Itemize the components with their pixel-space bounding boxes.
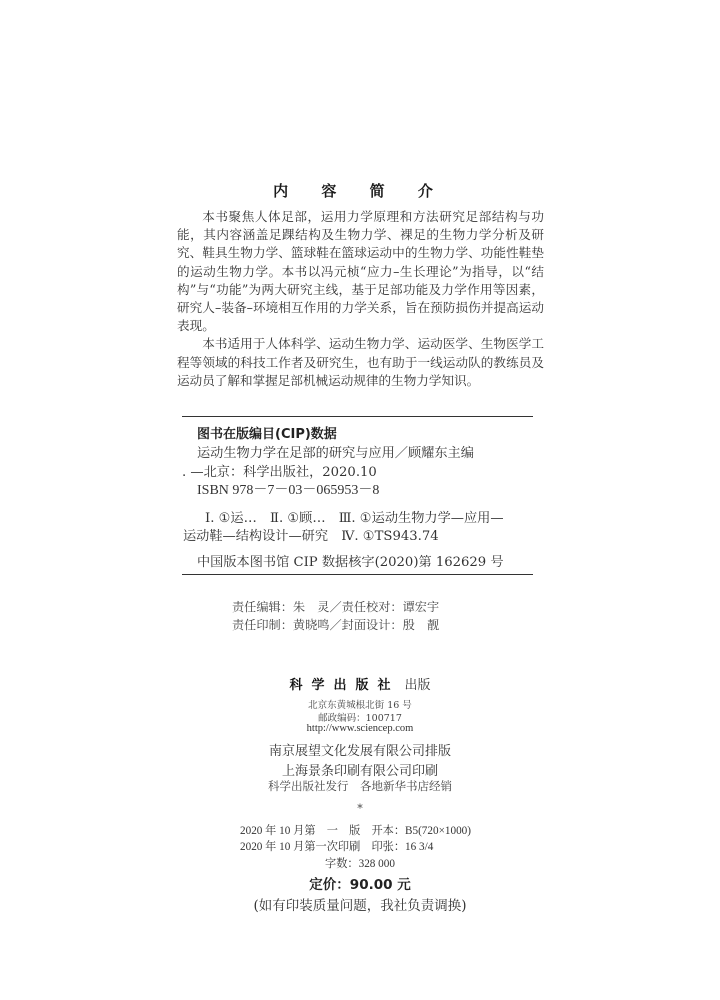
summary-paragraph: 本书聚焦人体足部，运用力学原理和方法研究足部结构与功能，其内容涵盖足踝结构及生物力学、裸足的生物力学分析及研究、鞋具生物力学、篮球鞋在篮球运动中的生物力学、功能性鞋垫的运动生物力学。本书以冯元桢“应力–生长理论”为指导，以“结构”与“功能”为两大研究主线，基于足部功能及力学作用等因素，研究人–装备–环境相互作用的力学关系，旨在预防损伤并提高运动表现。 bbox=[177, 209, 544, 334]
cip-classification-line: 运动鞋—结构设计—研究 Ⅳ. ①TS943.74 bbox=[183, 529, 439, 544]
typesetting-line: 南京展望文化发展有限公司排版 bbox=[268, 744, 451, 759]
credits-line: 责任印制：黄晓鸣／封面设计：殷 靓 bbox=[232, 618, 440, 632]
credits bbox=[232, 598, 439, 634]
quality-note: (如有印装质量问题，我社负责调换) bbox=[253, 898, 467, 914]
cip-publish-line: . —北京：科学出版社，2020.10 bbox=[182, 465, 377, 480]
publisher-line bbox=[0, 674, 720, 693]
cip-title-line: 运动生物力学在足部的研究与应用／顾耀东主编 bbox=[197, 446, 474, 461]
separator: * bbox=[357, 802, 363, 815]
publisher-address: 北京东黄城根北街 16 号 bbox=[308, 700, 412, 711]
publisher-postcode: 邮政编码：100717 bbox=[318, 713, 402, 724]
publisher-name: 科学出版社 bbox=[289, 678, 400, 693]
credits-line: 责任编辑：朱 灵／责任校对：谭宏宇 bbox=[232, 600, 440, 614]
word-count-line: 字数：328 000 bbox=[325, 858, 395, 870]
print-run-line: 2020 年 10 月第一次印刷 印张：16 3/4 bbox=[240, 841, 434, 853]
cip-library-line: 中国版本图书馆 CIP 数据核字(2020)第 162629 号 bbox=[197, 555, 504, 570]
price-line: 定价：90.00 元 bbox=[309, 877, 411, 893]
publisher-url: http://www.sciencep.com bbox=[306, 723, 414, 734]
cip-isbn-line: ISBN 978－7－03－065953－8 bbox=[197, 483, 380, 498]
cip-heading: 图书在版编目(CIP)数据 bbox=[197, 427, 337, 442]
printing-line: 上海景条印刷有限公司印刷 bbox=[281, 764, 438, 779]
distribution-line: 科学出版社发行 各地新华书店经销 bbox=[268, 779, 452, 793]
summary-body bbox=[177, 208, 544, 390]
cip-bottom-rule bbox=[182, 574, 533, 575]
publisher-suffix: 出版 bbox=[404, 678, 431, 693]
cip-top-rule bbox=[182, 416, 533, 417]
summary-paragraph: 本书适用于人体科学、运动生物力学、运动医学、生物医学工程等领域的科技工作者及研究生，也有助于一线运动队的教练员及运动员了解和掌握足部机械运动规律的生物力学知识。 bbox=[177, 336, 544, 388]
cip-classification-line: Ⅰ. ①运… Ⅱ. ①顾… Ⅲ. ①运动生物力学—应用— bbox=[205, 511, 504, 526]
summary-title: 内 容 简 介 bbox=[273, 182, 447, 200]
edition-line: 2020 年 10 月第 一 版 开本：B5(720×1000) bbox=[240, 825, 471, 837]
